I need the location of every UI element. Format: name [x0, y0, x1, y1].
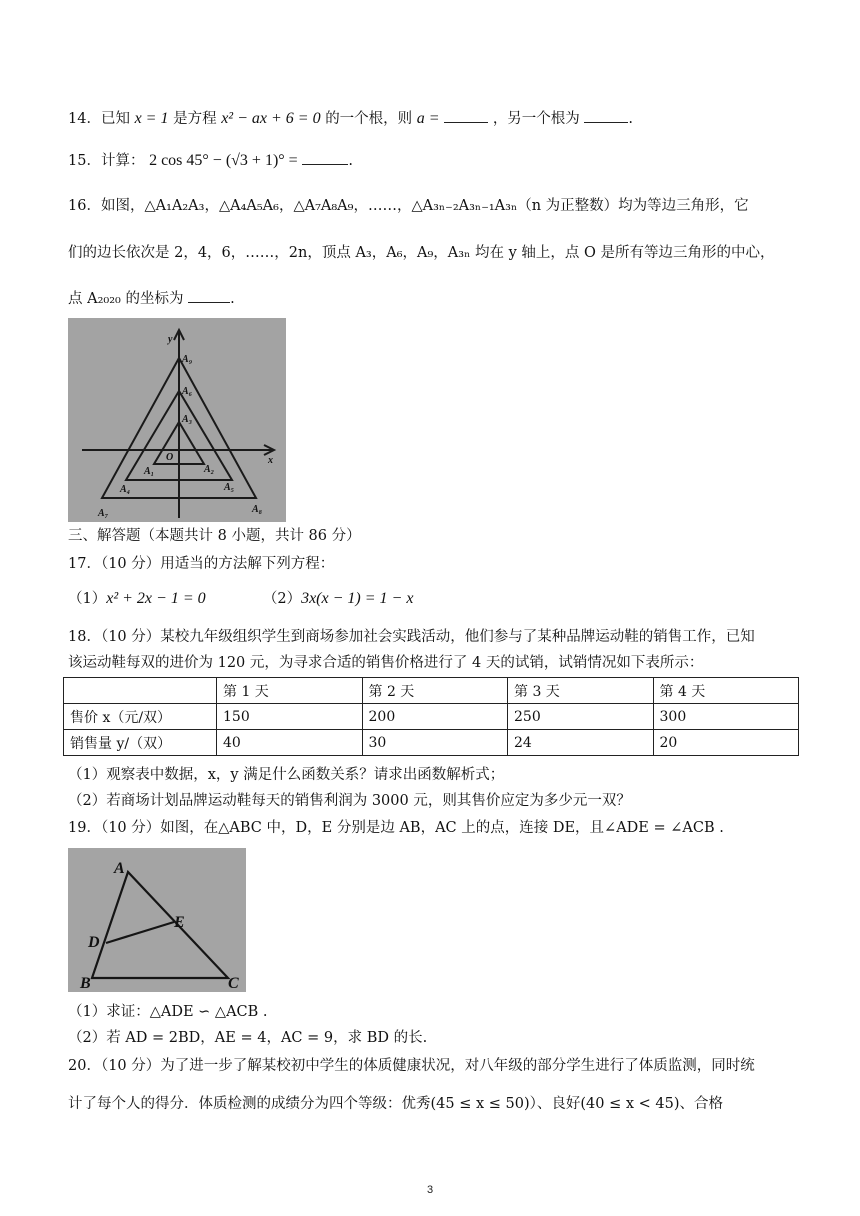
- table-cell: 200: [362, 704, 508, 730]
- fig16-label: A₁: [144, 466, 155, 477]
- table-cell: 第 4 天: [653, 678, 799, 704]
- question-20-line-1: 20．（10 分）为了进一步了解某校初中学生的体质健康状况，对八年级的部分学生进行了体质监测，同时统: [68, 1058, 755, 1074]
- question-16-line-3: 点 A₂₀₂₀ 的坐标为 .: [68, 288, 235, 309]
- table-cell: 300: [653, 704, 799, 730]
- question-19-stem: 19．（10 分）如图，在△ABC 中，D，E 分别是边 AB，AC 上的点，连接 DE，且∠ADE = ∠ACB .: [68, 820, 724, 836]
- fig19-label: B: [80, 975, 91, 992]
- table-header-row: [64, 678, 799, 704]
- question-16-line-2: 们的边长依次是 2，4，6，……，2n，顶点 A₃，A₆，A₉，A₃ₙ 均在 y 轴上，点 O 是所有等边三角形的中心，: [68, 245, 775, 261]
- page-number: 3: [426, 1184, 434, 1196]
- fig16-label: A₇: [98, 508, 109, 519]
- question-19-sub-2: （2）若 AD = 2BD，AE = 4，AC = 9，求 BD 的长.: [68, 1030, 428, 1046]
- question-14: 14．已知 x = 1 是方程 x² − ax + 6 = 0 的一个根，则 a = ，另一个根为 .: [68, 110, 634, 127]
- question-18-line-1: 18．（10 分）某校九年级组织学生到商场参加社会实践活动，他们参与了某种品牌运动鞋的销售工作，已知: [68, 629, 755, 645]
- table-cell: 第 3 天: [508, 678, 654, 704]
- fig16-label: A₅: [224, 482, 235, 493]
- table-cell: 20: [653, 730, 799, 756]
- table-row: [64, 730, 799, 756]
- question-20-line-2: 计了每个人的得分．体质检测的成绩分为四个等级：优秀(45 ≤ x ≤ 50)）、良好(40 ≤ x < 45)、合格: [68, 1096, 724, 1112]
- table-cell: 第 1 天: [217, 678, 363, 704]
- question-19-sub-1: （1）求证：△ADE ∽ △ACB .: [68, 1004, 268, 1020]
- question-18-line-2: 该运动鞋每双的进价为 120 元，为寻求合适的销售价格进行了 4 天的试销，试销情况如下表所示：: [68, 655, 704, 671]
- section-heading: 三、解答题（本题共计 8 小题，共计 86 分）: [68, 528, 361, 544]
- answer-blank: [444, 108, 488, 123]
- table-cell: 第 2 天: [362, 678, 508, 704]
- figure-nested-triangles: [68, 318, 286, 522]
- question-15: 15．计算： 2 cos 45° − (√3 + 1)° = .: [68, 152, 353, 169]
- table-cell: 40: [217, 730, 363, 756]
- table-cell: 250: [508, 704, 654, 730]
- fig16-label: A₉: [182, 354, 193, 365]
- fig16-label: A₈: [252, 504, 263, 515]
- table-cell: 售价 x（元/双）: [64, 704, 217, 730]
- fig16-label: A₆: [182, 386, 193, 397]
- question-18-sub-2: （2）若商场计划品牌运动鞋每天的销售利润为 3000 元，则其售价应定为多少元一双？: [68, 793, 631, 809]
- fig16-label: A₄: [120, 484, 131, 495]
- table-cell: 30: [362, 730, 508, 756]
- table-row: [64, 704, 799, 730]
- fig16-label: A₂: [204, 464, 215, 475]
- question-17-equations: （1）x² + 2x − 1 = 0 （2）3x(x − 1) = 1 − x: [68, 590, 414, 607]
- fig19-label: A: [114, 860, 125, 877]
- fig19-label: D: [88, 934, 100, 951]
- answer-blank: [584, 108, 628, 123]
- question-17-stem: 17．（10 分）用适当的方法解下列方程：: [68, 556, 335, 572]
- table-cell: 销售量 y/（双）: [64, 730, 217, 756]
- table-cell: 150: [217, 704, 363, 730]
- table-cell: [64, 678, 217, 704]
- question-16-line-1: 16．如图，△A₁A₂A₃，△A₄A₅A₆，△A₇A₈A₉，……，△A₃ₙ₋₂A₃ₙ₋₁A₃ₙ（n 为正整数）均为等边三角形，它: [68, 198, 749, 214]
- question-18-sub-1: （1）观察表中数据，x，y 满足什么函数关系？请求出函数解析式；: [68, 767, 505, 783]
- fig16-label: O: [166, 452, 174, 463]
- sales-table: [63, 677, 799, 756]
- fig16-label: y: [168, 334, 173, 345]
- fig19-label: E: [174, 914, 185, 931]
- fig16-label: A₃: [182, 414, 193, 425]
- figure-triangle-abc: [68, 848, 246, 992]
- answer-blank: [302, 150, 348, 165]
- answer-blank: [188, 288, 230, 303]
- table-cell: 24: [508, 730, 654, 756]
- fig19-label: C: [228, 975, 239, 992]
- fig16-label: x: [268, 455, 273, 466]
